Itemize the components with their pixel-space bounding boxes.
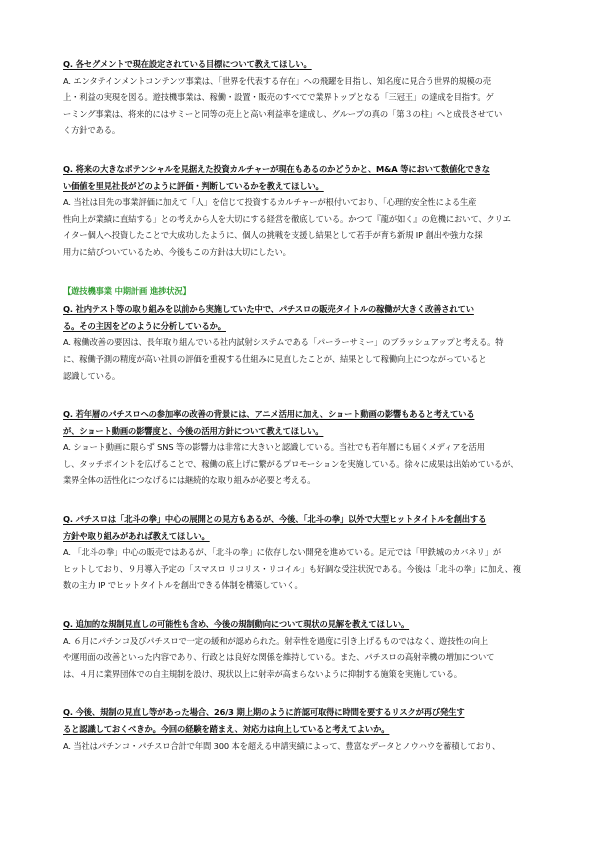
- answer-line: 業界全体の活性化につなげるには継続的な取り組みが必要と考える。: [63, 475, 316, 486]
- question: [63, 406, 541, 439]
- answer-line: 用力に結びついているため、今後もこの方針は大切にしたい。: [63, 246, 291, 257]
- answer-line: A. ６月にパチンコ及びパチスロで一定の緩和が認められた。射幸性を過度に引き上げるものではなく、遊技性の向上: [63, 635, 488, 646]
- question-line: 方針や取り組みがあれば教えてほしい。: [63, 530, 210, 541]
- answer-line: A. 当社はパチンコ・パチスロ合計で年間 300 本を超える申請実績によって、豊富なデータとノウハウを蓄積しており、: [63, 740, 501, 751]
- answer-line: A. ショート動画に限らず SNS 等の影響力は非常に大きいと認識している。当社でも若年層にも届くメディアを活用: [63, 442, 485, 453]
- answer-line: A. エンタテインメントコンテンツ事業は、「世界を代表する存在」への飛躍を目指し、知名度に見合う世界的規模の売: [63, 75, 491, 86]
- answer-line: A. 稼働改善の要因は、長年取り組んでいる社内試射システムである「パーラーサミー」のブラッシュアップと考える。特: [63, 337, 504, 348]
- qa-group-gaming-machines: [63, 301, 541, 754]
- answer-line: 上・利益の実現を図る。遊技機事業は、稼働・設置・販売のすべてで業界トップとなる「三冠王」の達成を目指す。ゲ: [63, 92, 494, 103]
- answer: [63, 439, 541, 489]
- question-line: Q. 追加的な規制見直しの可能性も含め、今後の規制動向について現状の見解を教えてほしい。: [63, 619, 410, 630]
- answer-line: し、タッチポイントを広げることで、稼働の底上げに繋がるプロモーションを実施している。徐々に成果は出始めているが、: [63, 458, 519, 469]
- qa-block: [63, 56, 541, 139]
- answer-line: A. 「北斗の拳」中心の販売ではあるが、「北斗の拳」に依存しない開発を進めている。足元では「甲鉄城のカバネリ」が: [63, 547, 501, 558]
- qa-block: [63, 511, 541, 594]
- question: [63, 161, 541, 194]
- qa-block: [63, 406, 541, 489]
- document-page: [63, 56, 541, 776]
- question-line: ると認識しておくべきか。今回の経験を踏まえ、対応力は向上していると考えてよいか。: [63, 724, 390, 734]
- question-line: Q. 若年層のパチスロへの参加率の改善の背景には、アニメ活用に加え、ショート動画の影響もあると考えている: [63, 409, 475, 420]
- question: [63, 301, 541, 334]
- qa-block: [63, 704, 541, 754]
- question-line: Q. 将来の大きなポテンシャルを見据えた投資カルチャーが現在もあるのかどうかと、M&A 等において数値化できな: [63, 163, 490, 174]
- qa-group-segment-targets: [63, 56, 541, 261]
- question: [63, 616, 541, 633]
- question-line: Q. 社内テスト等の取り組みを以前から実施していた中で、パチスロの販売タイトルの稼働が大きく改善されてい: [63, 304, 474, 315]
- answer-line: や運用面の改善といった内容であり、行政とは良好な関係を維持している。また、パチスロの高射幸機の増加について: [63, 652, 495, 663]
- qa-block: [63, 616, 541, 682]
- answer-line: 認識している。: [63, 370, 121, 381]
- question-line: が、ショート動画の影響度と、今後の活用方針について教えてほしい。: [63, 425, 324, 436]
- answer-line: 性向上が業績に直結する」との考えから人を大切にする経営を徹底している。かつて『龍が如く』の危機において、クリエ: [63, 213, 511, 224]
- answer: [63, 544, 541, 594]
- answer-line: ーミング事業は、将来的にはサミーと同等の売上と高い利益率を達成し、グループの真の「第３の柱」へと成長させてい: [63, 108, 503, 119]
- answer-line: は、４月に業界団体での自主規制を設け、現状以上に射幸が高まらないように抑制する施策を実施している。: [63, 668, 462, 679]
- question: [63, 56, 541, 73]
- answer-line: 数の主力 IP でヒットタイトルを創出できる体制を構築していく。: [63, 580, 303, 591]
- qa-block: [63, 161, 541, 261]
- question-line: る。その主因をどのように分析しているか。: [63, 320, 226, 331]
- answer: [63, 73, 541, 139]
- answer-line: イター個人へ投資したことで大成功したように、個人の挑戦を支援し結果として若手が育ち新規 IP 創出や強力な採: [63, 230, 483, 241]
- question: [63, 704, 541, 737]
- answer: [63, 194, 541, 260]
- answer: [63, 334, 541, 384]
- answer: [63, 633, 541, 683]
- question-line: Q. パチスロは「北斗の拳」中心の展開との見方もあるが、今後、「北斗の拳」以外で大型ヒットタイトルを創出する: [63, 514, 487, 525]
- answer-line: ヒットしており、９月導入予定の「スマスロ リコリス・リコイル」も好調な受注状況である。今後は「北斗の拳」に加え、複: [63, 563, 522, 574]
- question-line: い価値を里見社長がどのように評価・判断しているかを教えてほしい。: [63, 180, 324, 191]
- question-line: Q. 各セグメントで現在設定されている目標について教えてほしい。: [63, 59, 312, 69]
- answer-line: A. 当社は目先の事業評価に加えて「人」を信じて投資するカルチャーが根付いており、「心理的安全性による生産: [63, 197, 477, 208]
- answer-line: に、稼働予測の精度が高い社員の評価を重視する仕組みに見直したことが、結果として稼働向上につながっていると: [63, 353, 487, 364]
- question-line: Q. 今後、規制の見直し等があった場合、26/3 期上期のように許認可取得に時間を要するリスクが再び発生す: [63, 707, 465, 718]
- answer-line: く方針である。: [63, 125, 121, 136]
- question: [63, 511, 541, 544]
- qa-block: [63, 301, 541, 384]
- section-heading: 【遊技機事業 中期計画 進捗状況】: [63, 285, 191, 296]
- answer: [63, 738, 541, 755]
